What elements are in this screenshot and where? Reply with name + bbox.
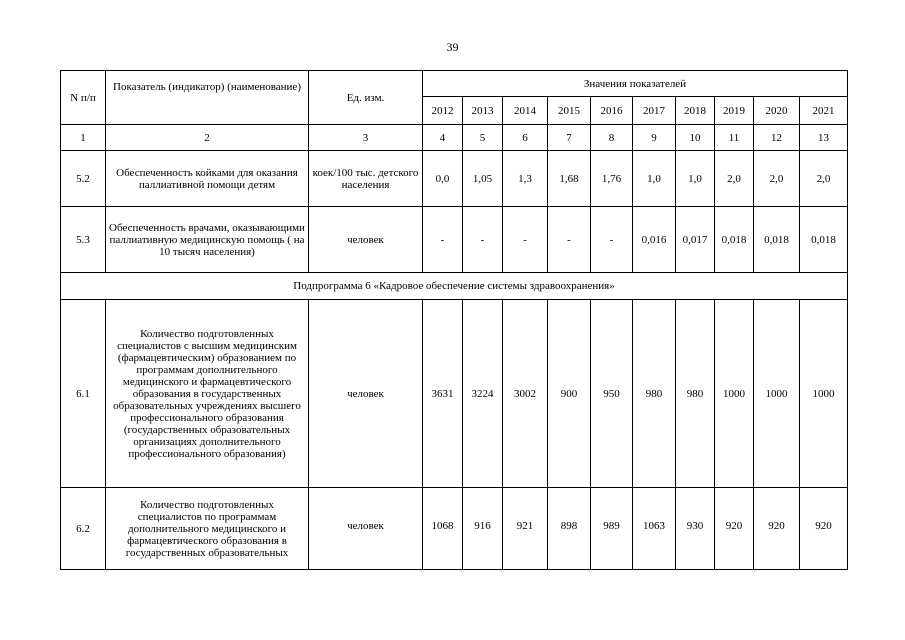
column-number: 10 xyxy=(676,125,715,151)
row-value: 980 xyxy=(676,300,715,488)
row-value: 921 xyxy=(503,488,548,570)
header-year: 2018 xyxy=(676,97,715,125)
row-value: - xyxy=(503,207,548,273)
row-value: 900 xyxy=(548,300,591,488)
table-row xyxy=(61,151,848,207)
column-number: 3 xyxy=(309,125,423,151)
row-value: 1,0 xyxy=(676,151,715,207)
column-number: 6 xyxy=(503,125,548,151)
row-value: 930 xyxy=(676,488,715,570)
row-value: - xyxy=(591,207,633,273)
row-value: 1,76 xyxy=(591,151,633,207)
row-value: 950 xyxy=(591,300,633,488)
section-row xyxy=(61,273,848,300)
row-unit: коек/100 тыс. детского населения xyxy=(309,151,423,207)
row-num: 5.3 xyxy=(61,207,106,273)
row-value: 2,0 xyxy=(800,151,848,207)
header-values-group: Значения показателей xyxy=(423,71,848,97)
column-number: 7 xyxy=(548,125,591,151)
row-value: - xyxy=(423,207,463,273)
header-year: 2013 xyxy=(463,97,503,125)
row-num: 6.1 xyxy=(61,300,106,488)
row-value: 3631 xyxy=(423,300,463,488)
header-indicator: Показатель (индикатор) (наименование) xyxy=(106,71,309,125)
row-value: 0,018 xyxy=(754,207,800,273)
row-indicator: Количество подготовленных специалистов с высшим медицинским (фармацевтическим) образованием по программам дополнительного медицинского и фармацевтического образования в государственных образовательных учреждениях высшего профессионального образования (государственных образовательных организациях дополнительного профессионального образования) xyxy=(106,300,309,488)
column-number: 2 xyxy=(106,125,309,151)
header-year: 2017 xyxy=(633,97,676,125)
header-num: N п/п xyxy=(61,71,106,125)
table-row xyxy=(61,207,848,273)
column-number: 11 xyxy=(715,125,754,151)
row-value: 1068 xyxy=(423,488,463,570)
row-unit: человек xyxy=(309,207,423,273)
row-value: 1,05 xyxy=(463,151,503,207)
row-value: 0,016 xyxy=(633,207,676,273)
row-value: 898 xyxy=(548,488,591,570)
row-indicator: Обеспеченность врачами, оказывающими паллиативную медицинскую помощь ( на 10 тысяч населения) xyxy=(106,207,309,273)
row-value: 1,0 xyxy=(633,151,676,207)
row-indicator: Количество подготовленных специалистов по программам дополнительного медицинского и фармацевтического образования в государственных образовательных xyxy=(106,488,309,570)
row-value: 1000 xyxy=(715,300,754,488)
header-year: 2014 xyxy=(503,97,548,125)
row-value: 989 xyxy=(591,488,633,570)
row-num: 6.2 xyxy=(61,488,106,570)
header-unit: Ед. изм. xyxy=(309,71,423,125)
column-number: 13 xyxy=(800,125,848,151)
row-value: 2,0 xyxy=(754,151,800,207)
header-row-1 xyxy=(61,71,848,97)
column-number: 5 xyxy=(463,125,503,151)
row-value: 1,3 xyxy=(503,151,548,207)
header-year: 2016 xyxy=(591,97,633,125)
row-value: 1063 xyxy=(633,488,676,570)
header-year: 2019 xyxy=(715,97,754,125)
row-value: 1000 xyxy=(800,300,848,488)
row-value: 920 xyxy=(800,488,848,570)
column-number: 9 xyxy=(633,125,676,151)
row-value: 916 xyxy=(463,488,503,570)
column-numbers-row xyxy=(61,125,848,151)
row-value: 0,0 xyxy=(423,151,463,207)
row-value: 3002 xyxy=(503,300,548,488)
row-value: - xyxy=(463,207,503,273)
row-value: 980 xyxy=(633,300,676,488)
row-value: 920 xyxy=(715,488,754,570)
row-unit: человек xyxy=(309,300,423,488)
row-indicator: Обеспеченность койками для оказания паллиативной помощи детям xyxy=(106,151,309,207)
row-value: 3224 xyxy=(463,300,503,488)
header-year: 2015 xyxy=(548,97,591,125)
column-number: 8 xyxy=(591,125,633,151)
row-value: 1,68 xyxy=(548,151,591,207)
row-value: 0,018 xyxy=(800,207,848,273)
page-number: 39 xyxy=(446,40,459,54)
header-year: 2021 xyxy=(800,97,848,125)
column-number: 12 xyxy=(754,125,800,151)
row-value: 920 xyxy=(754,488,800,570)
row-unit: человек xyxy=(309,488,423,570)
row-value: 0,017 xyxy=(676,207,715,273)
table-row xyxy=(61,300,848,488)
row-value: 0,018 xyxy=(715,207,754,273)
row-value: 2,0 xyxy=(715,151,754,207)
row-num: 5.2 xyxy=(61,151,106,207)
row-value: 1000 xyxy=(754,300,800,488)
column-number: 4 xyxy=(423,125,463,151)
column-number: 1 xyxy=(61,125,106,151)
row-value: - xyxy=(548,207,591,273)
table-row xyxy=(61,488,848,570)
header-year: 2012 xyxy=(423,97,463,125)
header-year: 2020 xyxy=(754,97,800,125)
indicators-table xyxy=(60,70,848,570)
section-title: Подпрограмма 6 «Кадровое обеспечение системы здравоохранения» xyxy=(61,273,848,300)
